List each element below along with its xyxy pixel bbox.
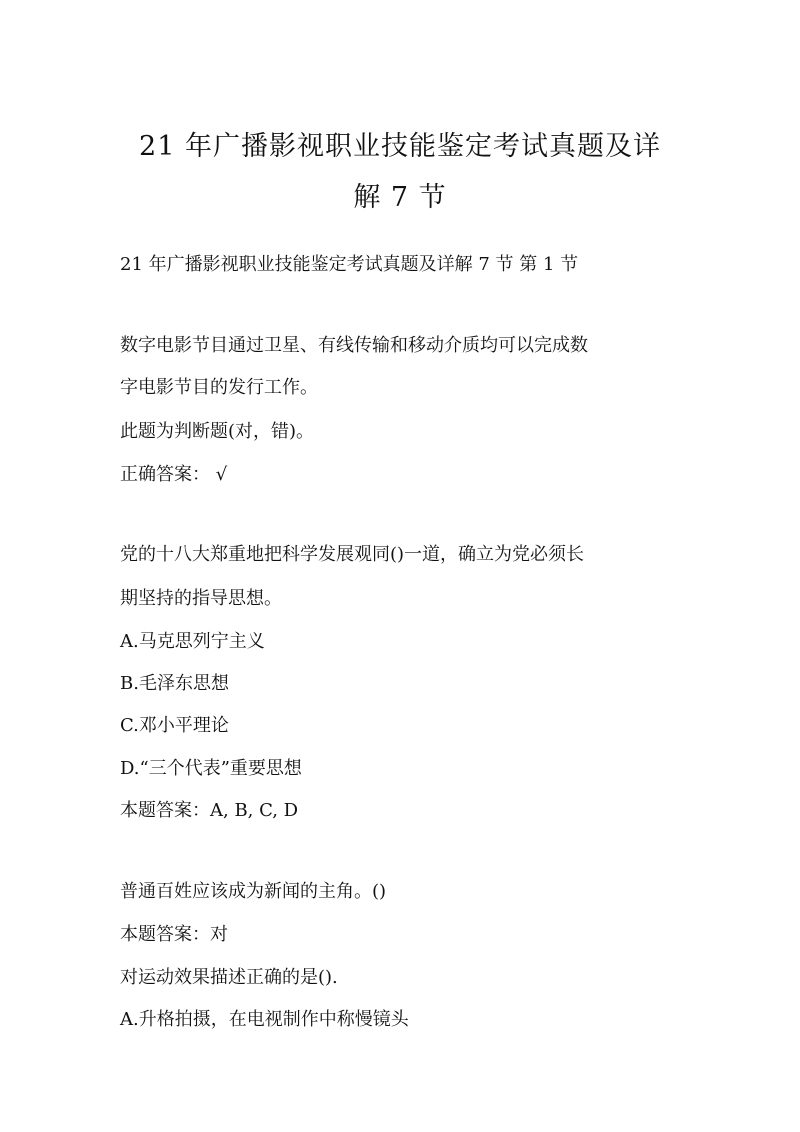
question-2-option-b: B.毛泽东思想 <box>120 673 229 694</box>
document-title-line-1: 21 年广播影视职业技能鉴定考试真题及详 <box>139 131 661 162</box>
document-title-line-2: 解 7 节 <box>353 182 447 213</box>
question-2-text-line-1: 党的十八大郑重地把科学发展观同()一道，确立为党必须长 <box>120 544 585 565</box>
question-4-option-a: A.升格拍摄，在电视制作中称慢镜头 <box>120 1009 409 1030</box>
question-2-option-a: A.马克思列宁主义 <box>120 631 265 652</box>
question-2-option-c: C.邓小平理论 <box>120 715 229 736</box>
question-1-answer: 正确答案： √ <box>120 464 228 485</box>
question-2-text-line-2: 期坚持的指导思想。 <box>120 588 282 609</box>
document-subtitle: 21 年广播影视职业技能鉴定考试真题及详解 7 节 第 1 节 <box>120 254 579 275</box>
question-1-text-line-1: 数字电影节目通过卫星、有线传输和移动介质均可以完成数 <box>120 335 588 356</box>
question-2-option-d: D.“三个代表”重要思想 <box>120 758 302 779</box>
question-1-text-line-2: 字电影节目的发行工作。 <box>120 377 318 398</box>
question-3-answer: 本题答案：对 <box>120 924 228 945</box>
question-4-text: 对运动效果描述正确的是(). <box>120 967 338 988</box>
question-1-type: 此题为判断题(对，错)。 <box>120 421 315 442</box>
question-2-answer: 本题答案：A, B, C, D <box>120 800 299 821</box>
question-3-text: 普通百姓应该成为新闻的主角。() <box>120 881 387 902</box>
